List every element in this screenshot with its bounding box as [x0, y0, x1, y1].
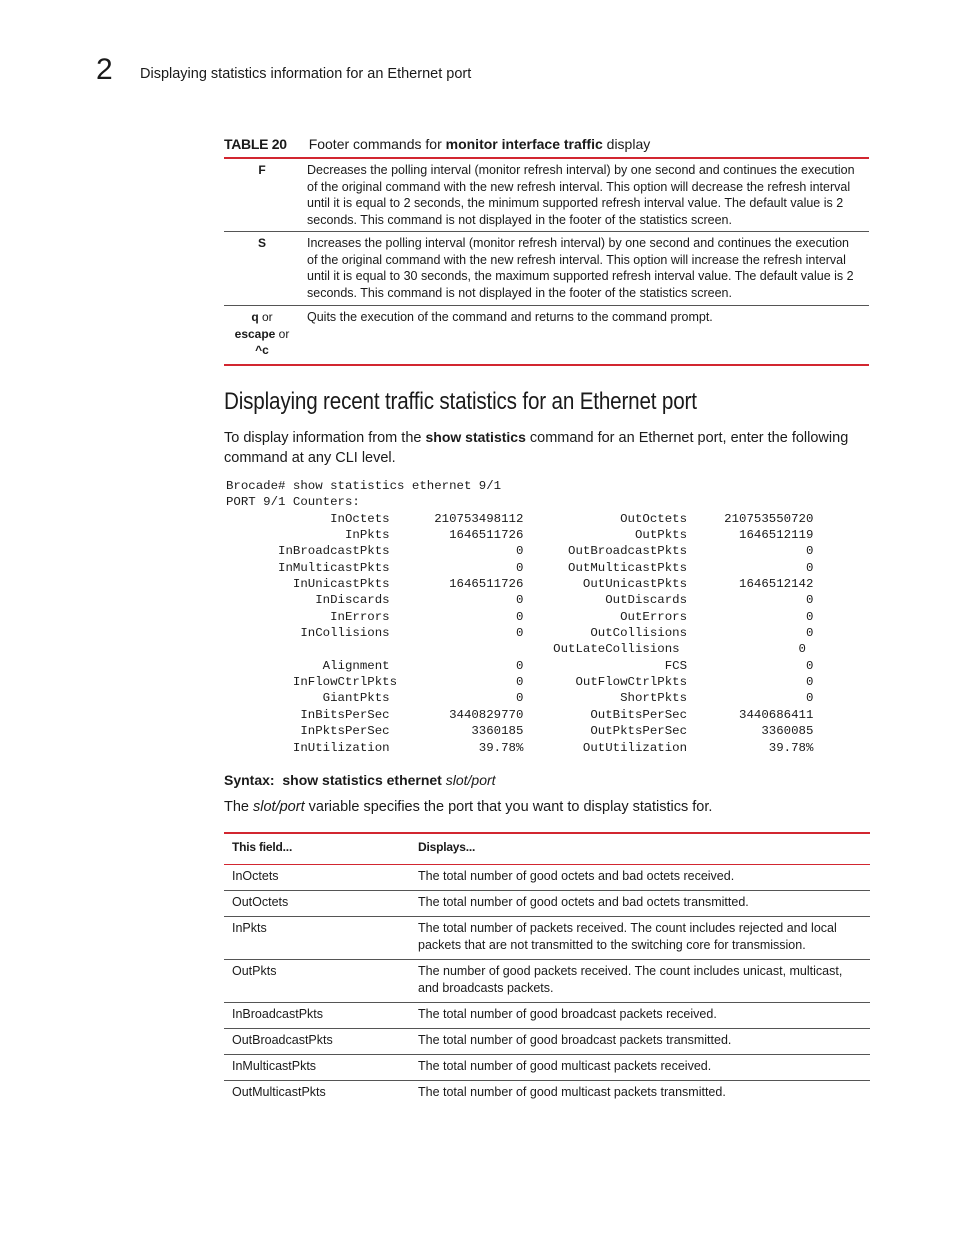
fields-table: [224, 832, 870, 1106]
table-header-row: [224, 834, 870, 865]
table-row: [224, 1081, 870, 1106]
field-name: OutOctets: [232, 895, 289, 909]
field-description: The total number of good octets and bad octets received.: [418, 869, 735, 883]
key-or: or: [258, 310, 273, 324]
table-row: [224, 960, 870, 1003]
table-row: [224, 891, 870, 917]
field-name: OutMulticastPkts: [232, 1085, 326, 1099]
key-q: q: [251, 310, 259, 324]
field-name: OutPkts: [232, 964, 277, 978]
chapter-title: Displaying statistics information for an Ethernet port: [140, 66, 472, 82]
field-name: InMulticastPkts: [232, 1059, 317, 1073]
field-name: InBroadcastPkts: [232, 1007, 324, 1021]
table-row: [224, 917, 870, 960]
table20-caption-pre: Footer commands for: [308, 136, 446, 152]
syntax-command: show statistics ethernet: [282, 772, 442, 788]
command-key: [224, 159, 300, 231]
footer-commands-table: [224, 157, 869, 366]
syntax-label: Syntax:: [224, 772, 275, 788]
table-row: [224, 1055, 870, 1081]
field-description: The total number of good broadcast packets received.: [418, 1007, 717, 1021]
table-row: [224, 306, 869, 364]
command-key: [224, 232, 300, 305]
field-description: The total number of good multicast packets received.: [418, 1059, 712, 1073]
table20-caption-post: display: [602, 136, 651, 152]
table-row: [224, 1029, 870, 1055]
variable-description: [224, 797, 712, 817]
table20-caption-command: monitor interface traffic: [445, 136, 603, 152]
field-name: InOctets: [232, 869, 279, 883]
table-row: [224, 865, 870, 891]
table-row: [224, 159, 869, 232]
intro-text: command for an Ethernet port, enter the following command at any CLI level.: [224, 430, 849, 466]
syntax-line: [224, 770, 496, 790]
table20-label: TABLE 20: [224, 136, 287, 152]
cli-output: Brocade# show statistics ethernet 9/1 PORT 9/1 Counters: InOctets 210753498112 OutOctets 210753550720 InPkts 1646511726 OutPkts 1646512119 InBroadcastPkts 0 OutBroadcastPkts 0 InMulticastPkts 0 OutMulticastPkts 0 InUnicastPkts 1646511726 OutUnicastPkts 1646512142 InDiscards 0 OutDiscards 0 InErrors 0 OutErrors 0 InCollisions 0 OutCollisions 0 OutLateCollisions 0 Alignment 0 FCS 0 InFlowCtrlPkts 0 OutFlowCtrlPkts 0 GiantPkts 0 ShortPkts 0 InBitsPerSec 3440829770 OutBitsPerSec 3440686411 InPktsPerSec 3360185 OutPktsPerSec 3360085 InUtilization 39.78% OutUtilization 39.78%: [226, 479, 814, 755]
intro-command: show statistics: [425, 429, 526, 445]
variable-desc-text: variable specifies the port that you want to display statistics for.: [304, 799, 713, 815]
key-or: or: [275, 326, 290, 341]
section-heading: Displaying recent traffic statistics for an Ethernet port: [224, 388, 697, 415]
chapter-number: 2: [96, 53, 113, 86]
field-name: InPkts: [232, 921, 267, 935]
intro-text: To display information from the: [224, 430, 426, 446]
command-description: Decreases the polling interval (monitor refresh interval) by one second and continues the execution of the original command with the new refresh interval. This option will decrease the refresh interval until it is equal to 2 seconds, the minimum supported refresh interval value. The default value is 2 seconds. This command is not displayed in the footer of the statistics screen.: [307, 163, 855, 227]
field-description: The total number of good multicast packets transmitted.: [418, 1085, 726, 1099]
key-ctrl-c: ^c: [255, 343, 269, 357]
key-escape: escape: [234, 326, 276, 341]
field-name: OutBroadcastPkts: [232, 1033, 333, 1047]
field-description: The total number of good broadcast packets transmitted.: [418, 1033, 732, 1047]
column-header-displays: Displays...: [418, 840, 476, 854]
key-f: F: [258, 163, 266, 177]
table-row: [224, 1003, 870, 1029]
intro-paragraph: [224, 428, 869, 468]
command-key: [224, 306, 300, 364]
command-description: Increases the polling interval (monitor refresh interval) by one second and continues the execution of the original command with the new refresh interval. This option will increase the refresh interval until it is equal to 30 seconds, the maximum supported refresh interval value. The default value is 2 seconds. This command is not displayed in the footer of the statistics screen.: [307, 236, 854, 300]
syntax-variable: slot/port: [445, 772, 496, 788]
field-description: The total number of packets received. The count includes rejected and local packets that are not transmitted to the switching core for transmission.: [418, 921, 837, 952]
table-row: [224, 232, 869, 306]
variable-desc-text: The: [224, 799, 254, 815]
command-description: Quits the execution of the command and returns to the command prompt.: [307, 310, 713, 324]
field-description: The number of good packets received. The count includes unicast, multicast, and broadcasts packets.: [418, 964, 843, 995]
variable-name: slot/port: [253, 799, 305, 815]
field-description: The total number of good octets and bad octets transmitted.: [418, 895, 749, 909]
table20-caption: [224, 134, 869, 154]
key-s: S: [257, 236, 266, 250]
column-header-field: This field...: [232, 840, 293, 854]
